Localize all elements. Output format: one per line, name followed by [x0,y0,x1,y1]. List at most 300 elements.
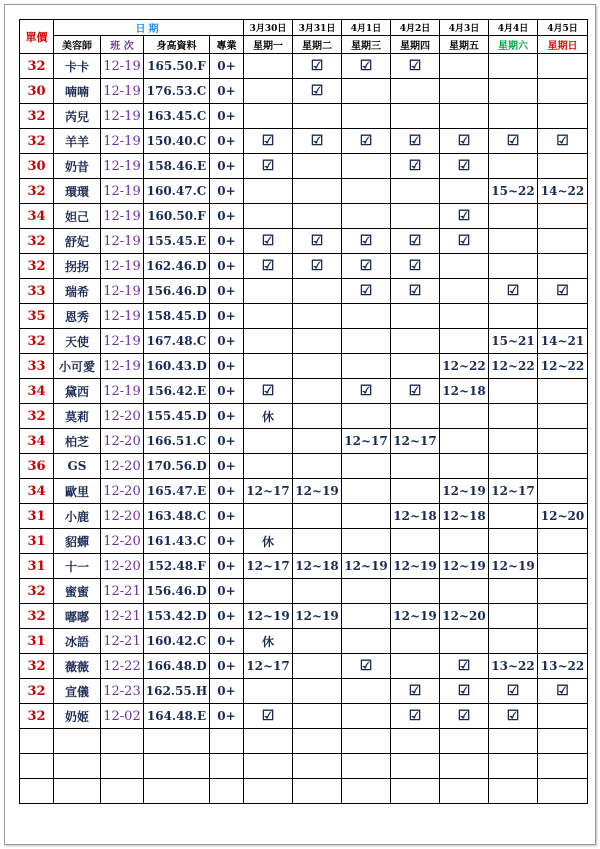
day-cell: 12~22 [489,354,538,379]
checkbox-icon: ☑ [342,229,391,254]
specialty-cell: 0+ [210,304,244,329]
day-cell [244,204,293,229]
body-data-cell: 155.45.D [144,404,210,429]
day-cell: 14~22 [538,179,588,204]
price-cell: 31 [20,629,54,654]
name-cell: 恩秀 [54,304,101,329]
day-cell [342,704,391,729]
day-cell [538,604,588,629]
day-cell: 12~19 [489,554,538,579]
checkbox-icon: ☑ [391,704,440,729]
name-cell: 喃喃 [54,79,101,104]
day-cell [538,304,588,329]
checkbox-icon: ☑ [391,129,440,154]
day-cell [293,454,342,479]
day-cell [538,379,588,404]
checkbox-icon: ☑ [244,229,293,254]
price-cell: 35 [20,304,54,329]
day-cell [440,329,489,354]
shift-cell: 12-19 [101,129,144,154]
day-cell [342,204,391,229]
shift-cell: 12-19 [101,229,144,254]
specialty-cell: 0+ [210,129,244,154]
price-cell: 36 [20,454,54,479]
empty-row [20,729,588,754]
shift-cell: 12-20 [101,529,144,554]
day-cell [244,54,293,79]
day-cell: 12~22 [538,354,588,379]
day-cell: 休 [244,629,293,654]
weekday-header-cell: 星期三 [342,36,391,54]
empty-cell [489,779,538,804]
day-cell [391,104,440,129]
day-cell [391,179,440,204]
day-cell: 13~22 [538,654,588,679]
price-cell: 32 [20,229,54,254]
day-cell [440,529,489,554]
day-cell [342,304,391,329]
price-cell: 30 [20,79,54,104]
day-cell [391,404,440,429]
table-row [20,204,588,229]
empty-cell [210,729,244,754]
table-row [20,279,588,304]
day-cell: 12~19 [342,554,391,579]
empty-cell [440,729,489,754]
price-cell: 32 [20,654,54,679]
table-row [20,329,588,354]
day-cell [293,279,342,304]
day-cell [342,79,391,104]
day-cell [538,154,588,179]
checkbox-icon: ☑ [293,254,342,279]
day-cell [342,354,391,379]
day-cell [538,254,588,279]
day-cell [440,179,489,204]
name-cell: GS [54,454,101,479]
name-cell: 嘟嘟 [54,604,101,629]
specialty-cell: 0+ [210,679,244,704]
name-cell: 羊羊 [54,129,101,154]
body-data-cell: 156.42.E [144,379,210,404]
checkbox-icon: ☑ [489,129,538,154]
body-data-cell: 170.56.D [144,454,210,479]
empty-cell [210,779,244,804]
day-cell: 休 [244,404,293,429]
shift-cell: 12-20 [101,404,144,429]
day-cell [293,204,342,229]
table-row [20,79,588,104]
day-cell: 15~21 [489,329,538,354]
body-data-cell: 156.46.D [144,279,210,304]
day-cell: 12~22 [440,354,489,379]
day-cell [293,154,342,179]
day-cell [293,504,342,529]
price-cell: 34 [20,204,54,229]
price-cell: 32 [20,679,54,704]
date-header: 日期 [54,20,244,36]
specialty-cell: 0+ [210,454,244,479]
name-cell: 十一 [54,554,101,579]
day-cell [538,629,588,654]
day-cell [440,254,489,279]
body-data-cell: 164.48.E [144,704,210,729]
body-data-cell: 165.47.E [144,479,210,504]
checkbox-icon: ☑ [342,254,391,279]
day-cell [440,629,489,654]
day-cell [244,454,293,479]
specialty-cell: 0+ [210,229,244,254]
checkbox-icon: ☑ [489,704,538,729]
day-cell [293,304,342,329]
checkbox-icon: ☑ [440,129,489,154]
day-cell [342,679,391,704]
day-cell [342,329,391,354]
day-cell [489,204,538,229]
day-cell [342,529,391,554]
checkbox-icon: ☑ [489,679,538,704]
checkbox-icon: ☑ [244,254,293,279]
body-data-cell: 165.50.F [144,54,210,79]
shift-cell: 12-19 [101,254,144,279]
date-header-cell: 4月3日 [440,20,489,36]
shift-cell: 12-19 [101,329,144,354]
price-cell: 32 [20,179,54,204]
name-cell: 奶昔 [54,154,101,179]
table-row [20,479,588,504]
date-header-cell: 4月1日 [342,20,391,36]
body-data-cell: 150.40.C [144,129,210,154]
day-cell [342,604,391,629]
day-cell: 12~19 [391,554,440,579]
specialty-cell: 0+ [210,654,244,679]
specialty-header: 專業 [210,36,244,54]
weekday-header-cell: 星期五 [440,36,489,54]
checkbox-icon: ☑ [391,154,440,179]
day-cell: 12~19 [440,554,489,579]
empty-cell [489,729,538,754]
price-cell: 31 [20,504,54,529]
table-row [20,579,588,604]
day-cell [538,579,588,604]
schedule-sheet [4,4,596,845]
name-cell: 薇薇 [54,654,101,679]
shift-cell: 12-23 [101,679,144,704]
body-data-cell: 176.53.C [144,79,210,104]
day-cell [489,79,538,104]
date-header-cell: 3月31日 [293,20,342,36]
day-cell: 12~20 [538,504,588,529]
shift-cell: 12-21 [101,604,144,629]
price-cell: 32 [20,704,54,729]
table-row [20,679,588,704]
table-row [20,304,588,329]
day-cell [489,154,538,179]
checkbox-icon: ☑ [293,54,342,79]
empty-cell [342,754,391,779]
checkbox-icon: ☑ [391,679,440,704]
day-cell [244,279,293,304]
day-cell [489,254,538,279]
date-header-cell: 4月2日 [391,20,440,36]
day-cell [391,454,440,479]
day-cell [538,429,588,454]
price-cell: 33 [20,279,54,304]
empty-cell [538,729,588,754]
shift-cell: 12-20 [101,554,144,579]
day-cell [440,304,489,329]
day-cell [391,479,440,504]
price-cell: 30 [20,154,54,179]
checkbox-icon: ☑ [489,279,538,304]
empty-cell [391,779,440,804]
table-row [20,54,588,79]
shift-cell: 12-19 [101,54,144,79]
day-cell [538,104,588,129]
checkbox-icon: ☑ [342,129,391,154]
empty-cell [538,754,588,779]
checkbox-icon: ☑ [293,79,342,104]
day-cell [440,279,489,304]
day-cell [440,429,489,454]
empty-cell [244,754,293,779]
body-data-cell: 162.46.D [144,254,210,279]
checkbox-icon: ☑ [244,129,293,154]
shift-cell: 12-22 [101,654,144,679]
day-cell [293,404,342,429]
name-cell: 卡卡 [54,54,101,79]
empty-cell [538,779,588,804]
day-cell [538,479,588,504]
day-cell [244,504,293,529]
specialty-cell: 0+ [210,154,244,179]
day-cell [244,579,293,604]
checkbox-icon: ☑ [342,279,391,304]
specialty-cell: 0+ [210,354,244,379]
empty-cell [489,754,538,779]
empty-cell [244,779,293,804]
body-data-cell: 153.42.D [144,604,210,629]
body-data-cell: 158.46.E [144,154,210,179]
table-row [20,179,588,204]
date-header-cell: 4月5日 [538,20,588,36]
day-cell [538,529,588,554]
shift-cell: 12-20 [101,454,144,479]
weekday-header-cell: 星期四 [391,36,440,54]
checkbox-icon: ☑ [440,204,489,229]
price-cell: 32 [20,329,54,354]
checkbox-icon: ☑ [440,704,489,729]
day-cell [342,479,391,504]
checkbox-icon: ☑ [391,254,440,279]
day-cell [391,204,440,229]
day-cell [538,229,588,254]
table-row [20,529,588,554]
day-cell [538,704,588,729]
day-cell [489,529,538,554]
specialty-cell: 0+ [210,379,244,404]
price-header: 單價 [20,20,54,54]
name-cell: 妲己 [54,204,101,229]
empty-cell [144,754,210,779]
name-cell: 冰語 [54,629,101,654]
specialty-cell: 0+ [210,479,244,504]
name-cell: 環環 [54,179,101,204]
day-cell [391,629,440,654]
shift-cell: 12-19 [101,304,144,329]
specialty-cell: 0+ [210,204,244,229]
checkbox-icon: ☑ [391,229,440,254]
checkbox-icon: ☑ [391,279,440,304]
checkbox-icon: ☑ [244,704,293,729]
day-cell [293,654,342,679]
checkbox-icon: ☑ [538,279,588,304]
day-cell [244,679,293,704]
day-cell: 12~17 [244,554,293,579]
day-cell [391,79,440,104]
specialty-cell: 0+ [210,329,244,354]
table-row [20,504,588,529]
day-cell [342,579,391,604]
shift-cell: 12-20 [101,504,144,529]
shift-cell: 12-21 [101,629,144,654]
shift-cell: 12-19 [101,354,144,379]
day-cell [538,79,588,104]
empty-cell [244,729,293,754]
shift-cell: 12-02 [101,704,144,729]
empty-cell [391,754,440,779]
name-cell: 芮兒 [54,104,101,129]
name-cell: 宣儀 [54,679,101,704]
empty-cell [144,779,210,804]
empty-cell [210,754,244,779]
day-cell [342,154,391,179]
day-cell: 15~22 [489,179,538,204]
header-row-columns [20,36,588,54]
day-cell [538,454,588,479]
day-cell: 12~20 [440,604,489,629]
table-row [20,404,588,429]
day-cell [342,454,391,479]
name-cell: 小鹿 [54,504,101,529]
name-cell: 奶姬 [54,704,101,729]
body-data-cell: 160.50.F [144,204,210,229]
empty-cell [101,729,144,754]
table-row [20,554,588,579]
day-cell [489,429,538,454]
day-cell [489,454,538,479]
body-data-cell: 166.51.C [144,429,210,454]
checkbox-icon: ☑ [440,154,489,179]
checkbox-icon: ☑ [440,654,489,679]
day-cell [244,79,293,104]
day-cell [489,304,538,329]
body-data-cell: 156.46.D [144,579,210,604]
date-header-cell: 3月30日 [244,20,293,36]
name-header: 美容師 [54,36,101,54]
day-cell: 12~17 [342,429,391,454]
body-data-cell: 163.48.C [144,504,210,529]
day-cell: 12~17 [244,479,293,504]
body-data-cell: 161.43.C [144,529,210,554]
day-cell [244,104,293,129]
day-cell [342,504,391,529]
day-cell [440,79,489,104]
day-cell [293,379,342,404]
header-row-dates [20,20,588,36]
shift-cell: 12-20 [101,479,144,504]
specialty-cell: 0+ [210,79,244,104]
day-cell [391,529,440,554]
table-row [20,254,588,279]
day-cell: 休 [244,529,293,554]
specialty-cell: 0+ [210,554,244,579]
body-data-cell: 152.48.F [144,554,210,579]
checkbox-icon: ☑ [538,129,588,154]
day-cell: 12~18 [440,379,489,404]
checkbox-icon: ☑ [293,229,342,254]
date-header-cell: 4月4日 [489,20,538,36]
body-data-cell: 167.48.C [144,329,210,354]
body-data-cell: 166.48.D [144,654,210,679]
day-cell [538,404,588,429]
day-cell [538,204,588,229]
table-row [20,704,588,729]
specialty-cell: 0+ [210,579,244,604]
day-cell: 12~19 [293,479,342,504]
empty-cell [342,779,391,804]
table-row [20,429,588,454]
day-cell [391,329,440,354]
day-cell [440,404,489,429]
price-cell: 32 [20,604,54,629]
day-cell [538,554,588,579]
price-cell: 33 [20,354,54,379]
name-cell: 天使 [54,329,101,354]
weekday-header-cell: 星期一 [244,36,293,54]
empty-cell [293,754,342,779]
table-row [20,379,588,404]
checkbox-icon: ☑ [342,54,391,79]
specialty-cell: 0+ [210,629,244,654]
day-cell: 12~19 [391,604,440,629]
price-cell: 32 [20,254,54,279]
table-row [20,604,588,629]
weekday-header-cell: 星期六 [489,36,538,54]
table-row [20,454,588,479]
price-cell: 32 [20,404,54,429]
day-cell [391,654,440,679]
name-cell: 舒妃 [54,229,101,254]
specialty-cell: 0+ [210,429,244,454]
specialty-cell: 0+ [210,604,244,629]
day-cell [244,354,293,379]
specialty-cell: 0+ [210,104,244,129]
price-cell: 32 [20,579,54,604]
checkbox-icon: ☑ [342,379,391,404]
day-cell [244,429,293,454]
empty-cell [54,779,101,804]
checkbox-icon: ☑ [538,679,588,704]
day-cell [489,504,538,529]
day-cell: 12~17 [244,654,293,679]
name-cell: 黛西 [54,379,101,404]
body-data-cell: 162.55.H [144,679,210,704]
name-cell: 蜜蜜 [54,579,101,604]
checkbox-icon: ☑ [440,679,489,704]
shift-cell: 12-21 [101,579,144,604]
shift-cell: 12-20 [101,429,144,454]
